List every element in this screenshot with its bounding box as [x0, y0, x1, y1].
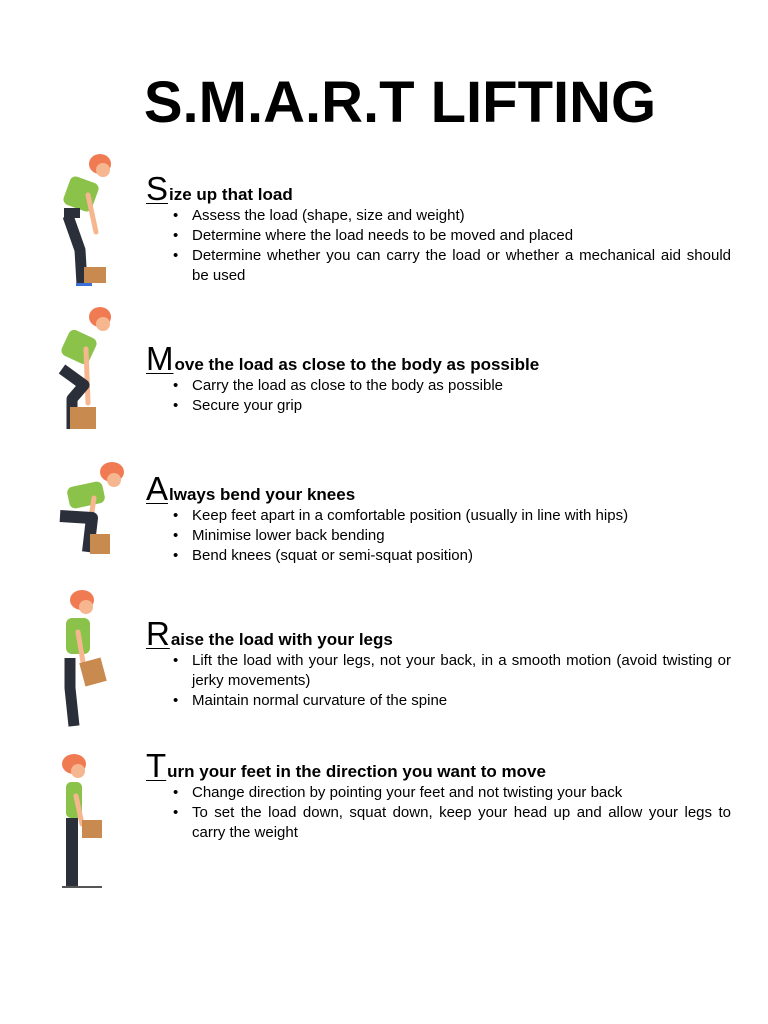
bullet-list [170, 506, 731, 566]
heading-text: urn your feet in the direction you want to move [167, 762, 546, 781]
heading-text: aise the load with your legs [170, 630, 393, 649]
bullet-list [170, 783, 731, 843]
heading-letter: S [146, 170, 169, 207]
section-heading [146, 615, 393, 653]
person-gripping-box-icon [48, 303, 138, 433]
heading-letter: A [146, 470, 169, 507]
bullet-list [170, 651, 731, 711]
list-item: • Lift the load with your legs, not your back, in a smooth motion (avoid twisting or jerky movements) [170, 651, 731, 691]
bullet-list [170, 206, 731, 286]
heading-letter: T [146, 747, 167, 784]
person-raising-box-icon [48, 588, 138, 728]
list-item: • Bend knees (squat or semi-squat position) [170, 546, 731, 566]
heading-letter: M [146, 340, 174, 377]
section-heading [146, 170, 293, 208]
section-heading [146, 470, 355, 508]
list-item: • Minimise lower back bending [170, 526, 731, 546]
heading-letter: R [146, 615, 170, 652]
section-heading [146, 747, 546, 785]
list-item: • Determine where the load needs to be moved and placed [170, 226, 731, 246]
list-item: • Secure your grip [170, 396, 731, 416]
list-item: • Maintain normal curvature of the spine [170, 691, 731, 711]
list-item: • Keep feet apart in a comfortable position (usually in line with hips) [170, 506, 731, 526]
list-item: • Carry the load as close to the body as possible [170, 376, 731, 396]
bullet-list [170, 376, 731, 416]
person-squatting-icon [48, 460, 138, 560]
person-bending-to-box-icon [48, 150, 138, 290]
section-heading [146, 340, 539, 378]
heading-text: ize up that load [169, 185, 293, 204]
list-item: • To set the load down, squat down, keep your head up and allow your legs to carry the weight [170, 803, 731, 843]
list-item: • Change direction by pointing your feet and not twisting your back [170, 783, 731, 803]
heading-text: lways bend your knees [169, 485, 356, 504]
list-item: • Determine whether you can carry the load or whether a mechanical aid should be used [170, 246, 731, 286]
heading-text: ove the load as close to the body as possible [174, 355, 540, 374]
list-item: • Assess the load (shape, size and weight) [170, 206, 731, 226]
page-title: S.M.A.R.T LIFTING [143, 70, 657, 135]
person-standing-with-box-icon [48, 752, 138, 892]
